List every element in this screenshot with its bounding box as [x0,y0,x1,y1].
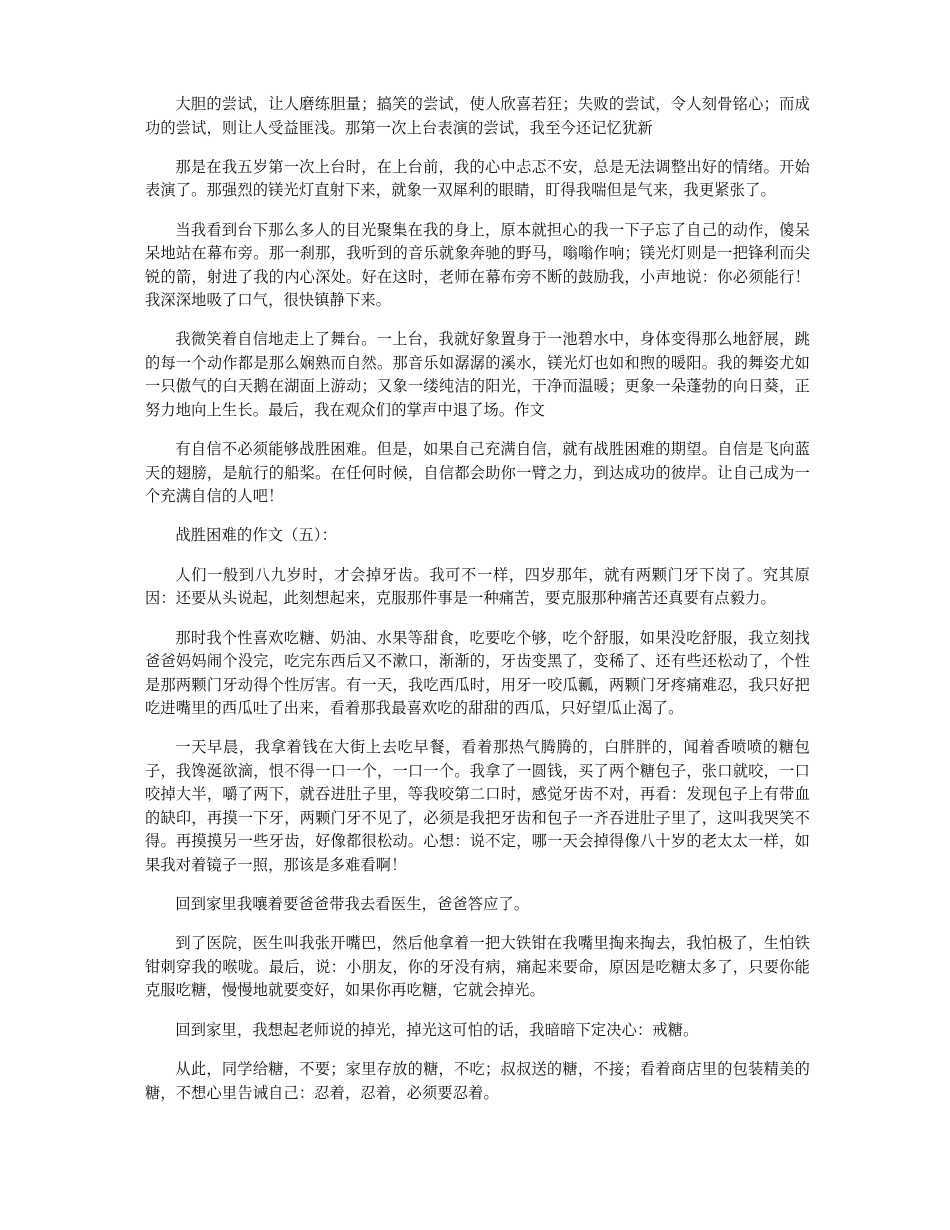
paragraph-11: 到了医院，医生叫我张开嘴巴，然后他拿着一把大铁钳在我嘴里掏来掏去，我怕极了，生怕铁钳刺穿我的喉咙。最后，说：小朋友，你的牙没有病，痛起来要命，原因是吃糖太多了，只要你能克服吃糖，慢慢地就要变好，如果你再吃糖，它就会掉光。 [145,934,810,1000]
paragraph-2: 那是在我五岁第一次上台时，在上台前，我的心中忐忑不安，总是无法调整出好的情绪。开始表演了。那强烈的镁光灯直射下来，就象一双犀利的眼睛，盯得我喘但是气来，我更紧张了。 [145,157,810,200]
paragraph-5: 有自信不必须能够战胜困难。但是，如果自己充满自信，就有战胜困难的期望。自信是飞向蓝天的翅膀，是航行的船桨。在任何时候，自信都会助你一臂之力，到达成功的彼岸。让自己成为一个充满自信的人吧！ [145,440,810,506]
paragraph-7: 人们一般到八九岁时，才会掉牙齿。我可不一样，四岁那年，就有两颗门牙下岗了。究其原因：还要从头说起，此刻想起来，克服那件事是一种痛苦，要克服那种痛苦还真要有点毅力。 [145,565,810,608]
paragraph-3: 当我看到台下那么多人的目光聚集在我的身上，原本就担心的我一下子忘了自己的动作，傻呆呆地站在幕布旁。那一刹那，我听到的音乐就象奔驰的野马，嗡嗡作响；镁光灯则是一把锋利而尖锐的箭，射进了我的内心深处。好在这时，老师在幕布旁不断的鼓励我，小声地说：你必须能行！我深深地吸了口气，很快镇静下来。 [145,220,810,310]
section-heading: 战胜困难的作文（五）： [175,526,338,545]
document-page [145,93,810,1121]
paragraph-8: 那时我个性喜欢吃糖、奶油、水果等甜食，吃要吃个够，吃个舒服，如果没吃舒服，我立刻找爸爸妈妈闹个没完，吃完东西后又不漱口，渐渐的，牙齿变黑了，变稀了、还有些还松动了，个性是那两颗门牙动得个性厉害。有一天，我吃西瓜时，用牙一咬瓜瓤，两颗门牙疼痛难忍，我只好把吃进嘴里的西瓜吐了出来，看着那我最喜欢吃的甜甜的西瓜，只好望瓜止渴了。 [145,628,810,718]
paragraph-4: 我微笑着自信地走上了舞台。一上台，我就好象置身于一池碧水中，身体变得那么地舒展，跳的每一个动作都是那么娴熟而自然。那音乐如潺潺的溪水，镁光灯也如和煦的暖阳。我的舞姿尤如一只傲气的白天鹅在湖面上游动；又象一缕纯洁的阳光，干净而温暖；更象一朵蓬勃的向日葵，正努力地向上生长。最后，我在观众们的掌声中退了场。作文 [145,330,810,419]
paragraph-13: 从此，同学给糖，不要；家里存放的糖，不吃；叔叔送的糖，不接；看着商店里的包装精美的糖，不想心里告诫自己：忍着，忍着，必须要忍着。 [145,1060,810,1102]
paragraph-12: 回到家里，我想起老师说的掉光，掉光这可怕的话，我暗暗下定决心：戒糖。 [175,1020,699,1039]
paragraph-9: 一天早晨，我拿着钱在大街上去吃早餐，看着那热气腾腾的，白胖胖的，闻着香喷喷的糖包子，我馋涎欲滴，恨不得一口一个，一口一个。我拿了一圆钱，买了两个糖包子，张口就咬，一口咬掉大半，嚼了两下，就吞进肚子里，等我咬第二口时，感觉牙齿不对，再看：发现包子上有带血的缺印，再摸一下牙，两颗门牙不见了，必须是我把牙齿和包子一齐吞进肚子里了，这叫我哭笑不得。再摸摸另一些牙齿，好像都很松动。心想：说不定，哪一天会掉得像八十岁的老太太一样，如果我对着镜子一照，那该是多难看啊！ [145,738,810,874]
paragraph-10: 回到家里我嚷着要爸爸带我去看医生，爸爸答应了。 [175,895,530,914]
paragraph-1: 大胆的尝试，让人磨练胆量；搞笑的尝试，使人欣喜若狂；失败的尝试，令人刻骨铭心；而成功的尝试，则让人受益匪浅。那第一次上台表演的尝试，我至今还记忆犹新 [145,95,810,137]
